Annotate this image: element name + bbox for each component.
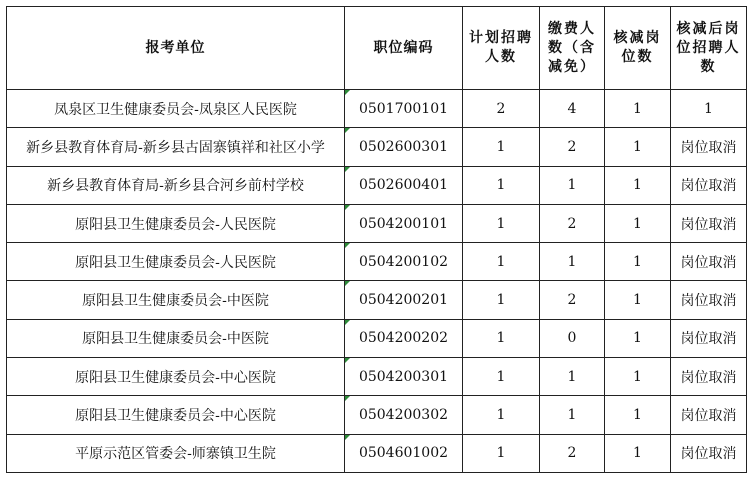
cell-after: 岗位取消 <box>671 281 747 319</box>
cell-paid: 1 <box>540 358 605 396</box>
table-row <box>7 319 747 357</box>
cell-paid: 2 <box>540 128 605 166</box>
cell-code: 0502600301 <box>345 128 463 166</box>
cell-after: 岗位取消 <box>671 434 747 472</box>
cell-cut: 1 <box>605 319 671 357</box>
cell-plan: 1 <box>463 243 540 281</box>
cell-after: 岗位取消 <box>671 128 747 166</box>
cell-plan: 1 <box>463 128 540 166</box>
cell-code: 0504200302 <box>345 396 463 434</box>
table-row <box>7 358 747 396</box>
table-row <box>7 281 747 319</box>
cell-code: 0501700101 <box>345 90 463 128</box>
cell-unit: 新乡县教育体育局-新乡县古固寨镇祥和社区小学 <box>7 128 345 166</box>
cell-after: 岗位取消 <box>671 358 747 396</box>
cell-paid: 1 <box>540 396 605 434</box>
cell-unit: 原阳县卫生健康委员会-人民医院 <box>7 243 345 281</box>
cell-paid: 2 <box>540 281 605 319</box>
cell-plan: 1 <box>463 281 540 319</box>
cell-cut: 1 <box>605 204 671 242</box>
cell-cut: 1 <box>605 128 671 166</box>
cell-paid: 0 <box>540 319 605 357</box>
cell-cut: 1 <box>605 243 671 281</box>
cell-unit: 原阳县卫生健康委员会-人民医院 <box>7 204 345 242</box>
cell-cut: 1 <box>605 281 671 319</box>
cell-unit: 新乡县教育体育局-新乡县合河乡前村学校 <box>7 166 345 204</box>
cell-code: 0502600401 <box>345 166 463 204</box>
cell-cut: 1 <box>605 396 671 434</box>
header-row <box>7 7 747 90</box>
table-row <box>7 204 747 242</box>
table-row <box>7 243 747 281</box>
cell-after: 岗位取消 <box>671 204 747 242</box>
cell-paid: 4 <box>540 90 605 128</box>
table-row <box>7 434 747 472</box>
cell-paid: 2 <box>540 434 605 472</box>
table-header <box>7 7 747 90</box>
cell-unit: 原阳县卫生健康委员会-中心医院 <box>7 358 345 396</box>
header-after: 核减后岗位招聘人数 <box>671 7 747 90</box>
cell-after: 岗位取消 <box>671 243 747 281</box>
cell-after: 岗位取消 <box>671 396 747 434</box>
cell-paid: 2 <box>540 204 605 242</box>
cell-unit: 凤泉区卫生健康委员会-凤泉区人民医院 <box>7 90 345 128</box>
cell-plan: 1 <box>463 166 540 204</box>
cell-plan: 2 <box>463 90 540 128</box>
header-plan: 计划招聘人数 <box>463 7 540 90</box>
cell-plan: 1 <box>463 396 540 434</box>
cell-unit: 原阳县卫生健康委员会-中医院 <box>7 319 345 357</box>
cell-plan: 1 <box>463 204 540 242</box>
positions-table <box>6 6 747 473</box>
cell-unit: 平原示范区管委会-师寨镇卫生院 <box>7 434 345 472</box>
cell-cut: 1 <box>605 166 671 204</box>
header-code: 职位编码 <box>345 7 463 90</box>
cell-cut: 1 <box>605 434 671 472</box>
header-cut: 核减岗位数 <box>605 7 671 90</box>
table-row <box>7 128 747 166</box>
cell-code: 0504200202 <box>345 319 463 357</box>
cell-cut: 1 <box>605 358 671 396</box>
cell-cut: 1 <box>605 90 671 128</box>
header-unit: 报考单位 <box>7 7 345 90</box>
cell-paid: 1 <box>540 166 605 204</box>
cell-code: 0504200301 <box>345 358 463 396</box>
cell-plan: 1 <box>463 434 540 472</box>
table-row <box>7 90 747 128</box>
cell-code: 0504601002 <box>345 434 463 472</box>
cell-plan: 1 <box>463 358 540 396</box>
cell-paid: 1 <box>540 243 605 281</box>
cell-plan: 1 <box>463 319 540 357</box>
header-paid: 缴费人数（含减免） <box>540 7 605 90</box>
table-row <box>7 396 747 434</box>
cell-after: 岗位取消 <box>671 319 747 357</box>
cell-unit: 原阳县卫生健康委员会-中医院 <box>7 281 345 319</box>
cell-code: 0504200201 <box>345 281 463 319</box>
cell-after: 岗位取消 <box>671 166 747 204</box>
cell-code: 0504200101 <box>345 204 463 242</box>
cell-unit: 原阳县卫生健康委员会-中心医院 <box>7 396 345 434</box>
table-body <box>7 90 747 473</box>
cell-after: 1 <box>671 90 747 128</box>
table-row <box>7 166 747 204</box>
cell-code: 0504200102 <box>345 243 463 281</box>
